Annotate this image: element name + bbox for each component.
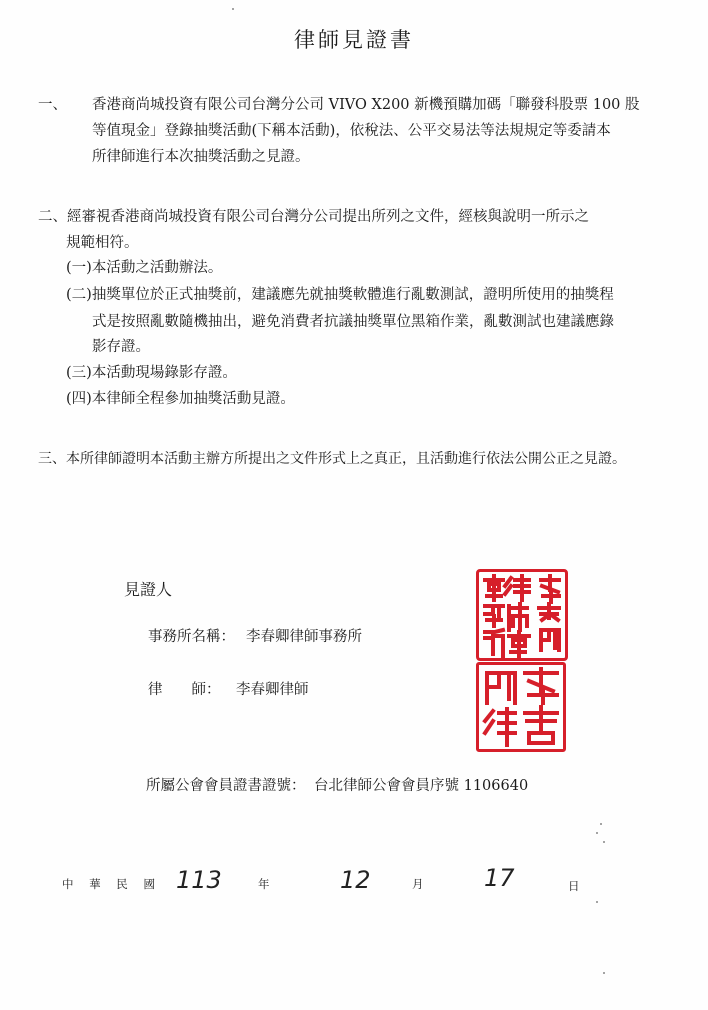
- date-day-unit: 日: [568, 879, 586, 893]
- lawyer-personal-seal: [476, 662, 566, 752]
- member-number-value: 台北律師公會會員序號 1106640: [314, 778, 529, 794]
- section-2-item-2-line-1: (二)抽獎單位於正式抽獎前，建議應先就抽獎軟體進行亂數測試，證明所使用的抽獎程: [66, 287, 614, 303]
- scan-speck: [232, 8, 234, 10]
- scan-speck: [600, 823, 602, 825]
- date-year-unit: 年: [258, 877, 276, 891]
- scan-speck: [603, 972, 605, 974]
- section-2-item-3: (三)本活動現場錄影存證。: [66, 365, 237, 381]
- section-2-line-2: 規範相符。: [66, 235, 139, 251]
- lawyer-value: 李春卿律師: [236, 682, 309, 698]
- section-2-item-1: (一)本活動之活動辦法。: [66, 260, 223, 276]
- firm-name-label: 事務所名稱：: [148, 629, 235, 645]
- date-day: 17: [484, 864, 515, 892]
- date-year: 113: [176, 866, 222, 894]
- section-1-marker: 一、: [38, 97, 67, 113]
- section-2-item-2-line-2: 式是按照亂數隨機抽出，避免消費者抗議抽獎單位黑箱作業，亂數測試也建議應錄: [92, 314, 614, 330]
- member-number-label: 所屬公會會員證書證號：: [146, 778, 306, 794]
- witness-heading: 見證人: [124, 580, 173, 599]
- section-2-line-1: 二、經審視香港商尚城投資有限公司台灣分公司提出所列之文件，經核與說明一所示之: [38, 209, 589, 225]
- section-1-line-3: 所律師進行本次抽獎活動之見證。: [92, 149, 310, 165]
- section-1-line-1: 香港商尚城投資有限公司台灣分公司 VIVO X200 新機預購加碼「聯發科股票 100 股: [92, 97, 640, 113]
- section-2-item-2-line-3: 影存證。: [92, 339, 150, 355]
- date-month-unit: 月: [412, 877, 430, 891]
- firm-seal: [476, 569, 568, 661]
- scan-speck: [603, 841, 605, 843]
- section-1-line-2: 等值現金」登錄抽獎活動(下稱本活動)，依稅法、公平交易法等法規規定等委請本: [92, 123, 611, 139]
- date-era-prefix: 中 華 民 國: [62, 877, 161, 891]
- scan-speck: [596, 832, 598, 834]
- section-2-item-4: (四)本律師全程參加抽獎活動見證。: [66, 391, 295, 407]
- scan-speck: [596, 901, 598, 903]
- firm-name-value: 李春卿律師事務所: [246, 629, 362, 645]
- document-title: 律師見證書: [294, 28, 414, 52]
- date-month: 12: [340, 866, 371, 894]
- lawyer-label: 律 師：: [148, 682, 221, 698]
- section-3-line: 三、本所律師證明本活動主辦方所提出之文件形式上之真正，且活動進行依法公開公正之見證。: [38, 451, 626, 467]
